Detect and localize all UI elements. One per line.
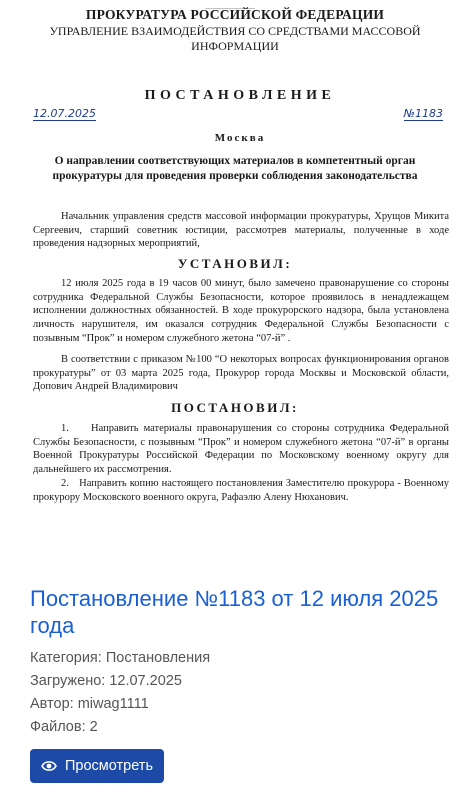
document-card (30, 585, 450, 783)
list-item-text: Направить копию настоящего постановления Заместителю прокурора - Военному прокурору Московского военного округа, Рафаэлю Алену Нюханович. (33, 477, 449, 503)
meta-category: Категория: Постановления (30, 650, 211, 666)
intro-paragraph: Начальник управления средств массовой информации прокуратуры, Хрущов Микита Сергеевич, старший советник юстиции, рассмотрев материалы, полученные в ходе проведения надзорных мероприятий, (33, 211, 449, 250)
card-title-link[interactable]: Постановление №1183 от 12 июля 2025 года (30, 586, 439, 638)
view-button-label: Просмотреть (65, 758, 153, 774)
doc-city: Москва (214, 132, 266, 144)
meta-uploaded: Загружено: 12.07.2025 (30, 673, 182, 689)
org-title: ПРОКУРАТУРА РОССИЙСКОЙ ФЕДЕРАЦИИ (85, 7, 385, 22)
view-button[interactable] (30, 749, 164, 783)
section-established: УСТАНОВИЛ: (177, 256, 293, 271)
card-meta (30, 647, 450, 739)
doc-type: ПОСТАНОВЛЕНИЕ (144, 88, 336, 103)
list-item (33, 422, 449, 477)
doc-number: №1183 (403, 107, 443, 120)
resolution-list (33, 422, 449, 504)
org-subtitle: УПРАВЛЕНИЕ ВЗАИМОДЕЙСТВИЯ СО СРЕДСТВАМИ МАССОВОЙ ИНФОРМАЦИИ (49, 24, 421, 53)
list-item-number: 2. (61, 477, 69, 489)
list-item-text: Направить материалы правонарушения со стороны сотрудника Федеральной Службы Безопасности, с позывным “Прок” и номером служебного жетона “07-й” в органы Военной Прокуратуры Российской Федерации по Московскому военному округу для дальнейшего их рассмотрения. (33, 423, 449, 476)
section-resolved: ПОСТАНОВИЛ: (171, 400, 299, 415)
eye-icon (41, 760, 57, 772)
doc-heading: О направлении соответствующих материалов в компетентный орган прокуратуры для проведения проверки соблюдения законодательства (52, 155, 418, 182)
list-item-number: 1. (61, 423, 69, 434)
paragraph-2: В соответствии с приказом №100 “О некоторых вопросах функционирования органов прокуратуры” от 03 марта 2025 года, Прокурор города Москвы и Московской области, Допович Андрей Владимирович (33, 354, 449, 393)
list-item (33, 477, 449, 504)
meta-author: Автор: miwag1111 (30, 696, 149, 712)
doc-date: 12.07.2025 (33, 107, 96, 120)
meta-files: Файлов: 2 (30, 719, 98, 735)
paragraph-1: 12 июля 2025 года в 19 часов 00 минут, было замечено правонарушение со стороны сотрудника Федеральной Службы Безопасности, которое проявилось в ненадлежащем исполнении должностных обязанностей. В ходе прокурорского надзора, была установлена личность нарушителя, им оказался сотрудник Федеральной Службы Безопасности с позывным “Прок” и номером служебного жетона “07-й” . (33, 278, 449, 344)
